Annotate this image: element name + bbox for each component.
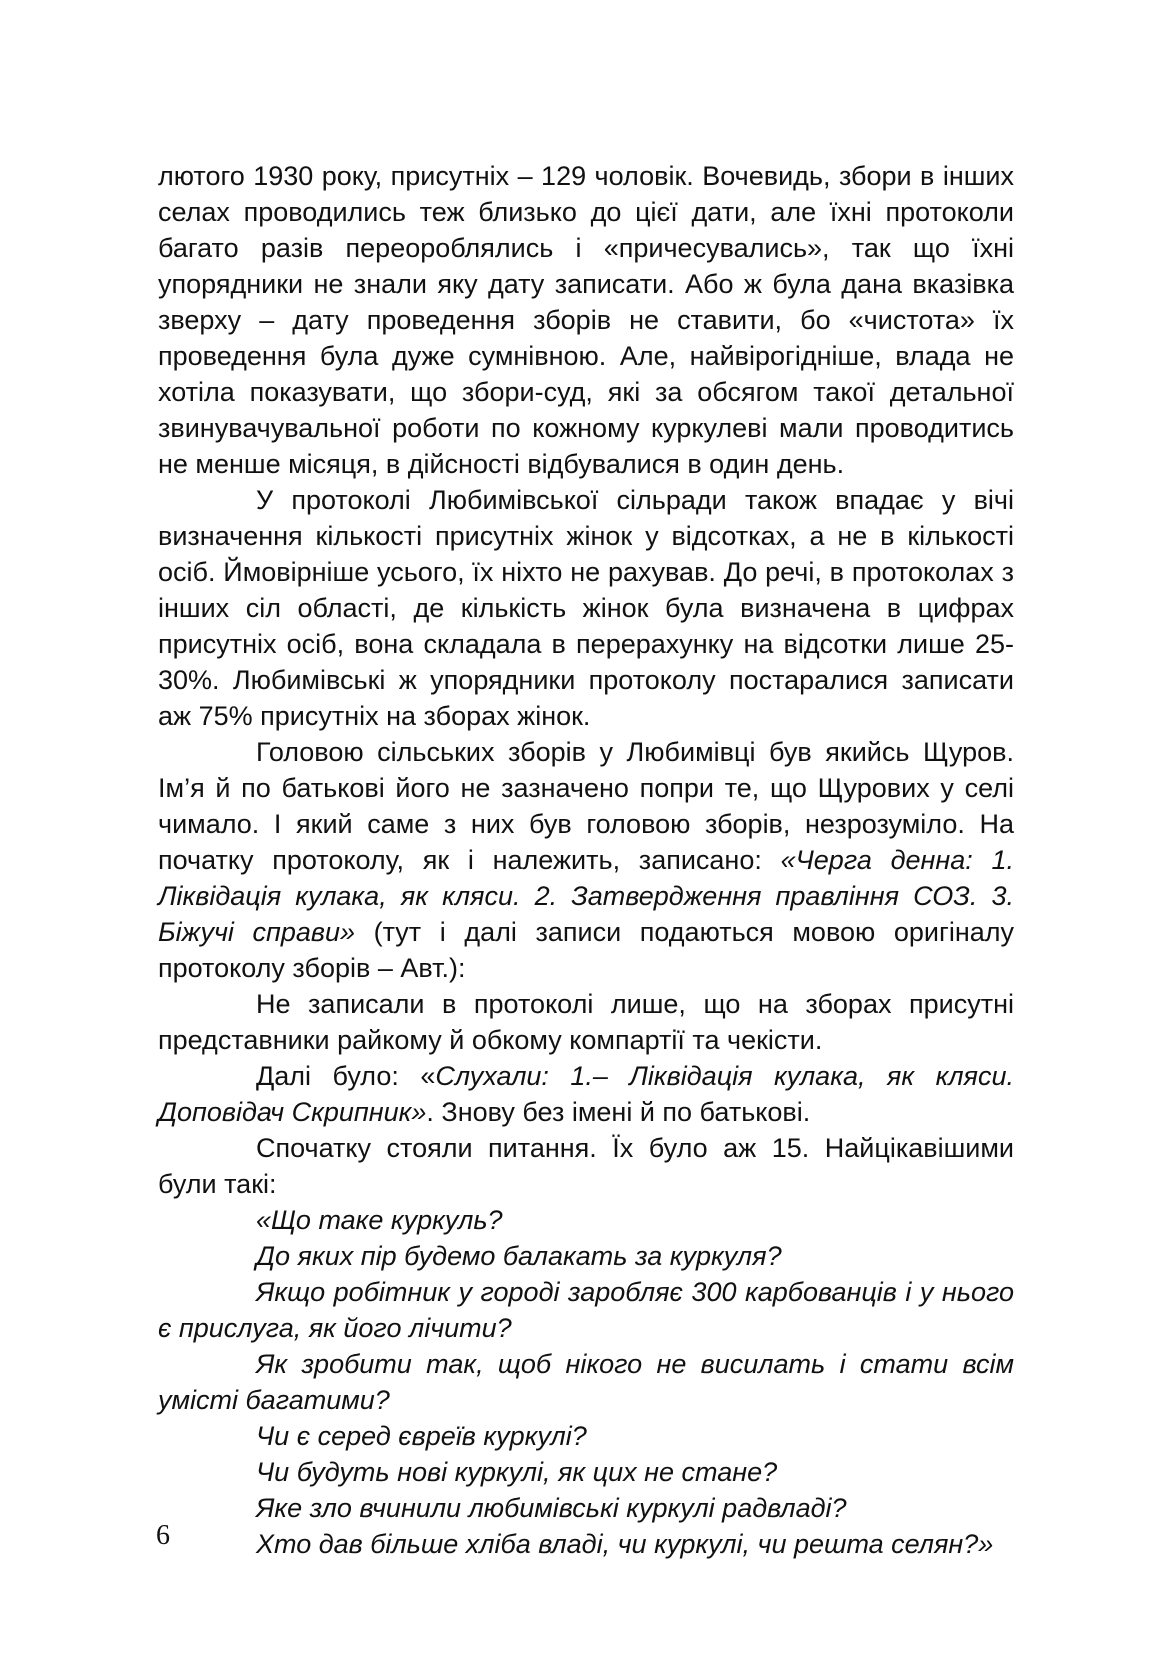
question-item (158, 1274, 1014, 1346)
question-text: Чи є серед євреїв куркулі? (256, 1421, 587, 1451)
paragraph-5-start: Далі було: « (256, 1061, 436, 1091)
page-body (158, 158, 1014, 1562)
question-text: Чи будуть нові куркулі, як цих не стане? (256, 1457, 778, 1487)
paragraph-3 (158, 734, 1014, 986)
questions-list (158, 1202, 1014, 1562)
question-text: Як зробити так, щоб нікого не висилать і стати всім умісті багатими? (158, 1349, 1014, 1415)
heard-quote: Слухали: 1.– Ліквідація кулака, як кляси. Доповідач Скрипник» (158, 1061, 1014, 1127)
question-text: «Що таке куркуль? (256, 1205, 503, 1235)
question-item (158, 1418, 1014, 1454)
question-item (158, 1202, 1014, 1238)
agenda-quote: «Черга денна: 1. Ліквідація кулака, як кляси. 2. Затвердження правління СОЗ. 3. Біжучі справи» (158, 845, 1015, 947)
paragraph-4: Не записали в протоколі лише, що на зборах присутні представники райкому й обкому компартії та чекісти. (158, 989, 1014, 1055)
question-text: Якщо робітник у городі заробляє 300 карбованців і у нього є прислуга, як його лічити? (158, 1277, 1014, 1343)
page-number: 6 (156, 1520, 170, 1551)
paragraph-5 (158, 1058, 1014, 1130)
question-item (158, 1454, 1014, 1490)
paragraph-1: лютого 1930 року, присутніх – 129 чоловік. Вочевидь, збори в інших селах проводились теж близько до цієї дати, але їхні протоколи багато разів переороблялись і «причесувались», так що їхні упорядники не знали яку дату записати. Або ж була дана вказівка зверху – дату проведення зборів не ставити, бо «чистота» їх проведення була дуже сумнівною. Але, найвірогідніше, влада не хотіла показувати, що збори-суд, які за обсягом такої детальної звинувачувальної роботи по кожному куркулеві мали проводитись не менше місяця, в дійсності відбувалися в один день. (158, 161, 1014, 479)
question-item (158, 1490, 1014, 1526)
question-text: Хто дав більше хліба владі, чи куркулі, чи решта селян?» (256, 1529, 994, 1559)
question-item (158, 1526, 1014, 1562)
paragraph-3-end: (тут і далі записи подаються мовою оригіналу протоколу зборів – Авт.): (158, 917, 1014, 983)
paragraph-2: У протоколі Любимівської сільради також впадає у вічі визначення кількості присутніх жінок у відсотках, а не в кількості осіб. Ймовірніше усього, їх ніхто не рахував. До речі, в протоколах з інших сіл області, де кількість жінок була визначена в цифрах присутніх осіб, вона складала в перерахунку на відсотки лише 25-30%. Любимівські ж упорядники протоколу постаралися записати аж 75% присутніх на зборах жінок. (158, 485, 1014, 731)
question-item (158, 1238, 1014, 1274)
question-item (158, 1346, 1014, 1418)
paragraph-6: Спочатку стояли питання. Їх було аж 15. Найцікавішими були такі: (158, 1133, 1014, 1199)
question-text: До яких пір будемо балакать за куркуля? (256, 1241, 782, 1271)
paragraph-3-start: Головою сільських зборів у Любимівці був якийсь Щуров. Ім’я й по батькові його не зазначено попри те, що Щурових у селі чимало. І який саме з них був головою зборів, незрозуміло. На початку протоколу, як і належить, записано: (158, 737, 1014, 875)
paragraph-5-end: . Знову без імені й по батькові. (426, 1097, 811, 1127)
question-text: Яке зло вчинили любимівські куркулі радвладі? (256, 1493, 847, 1523)
